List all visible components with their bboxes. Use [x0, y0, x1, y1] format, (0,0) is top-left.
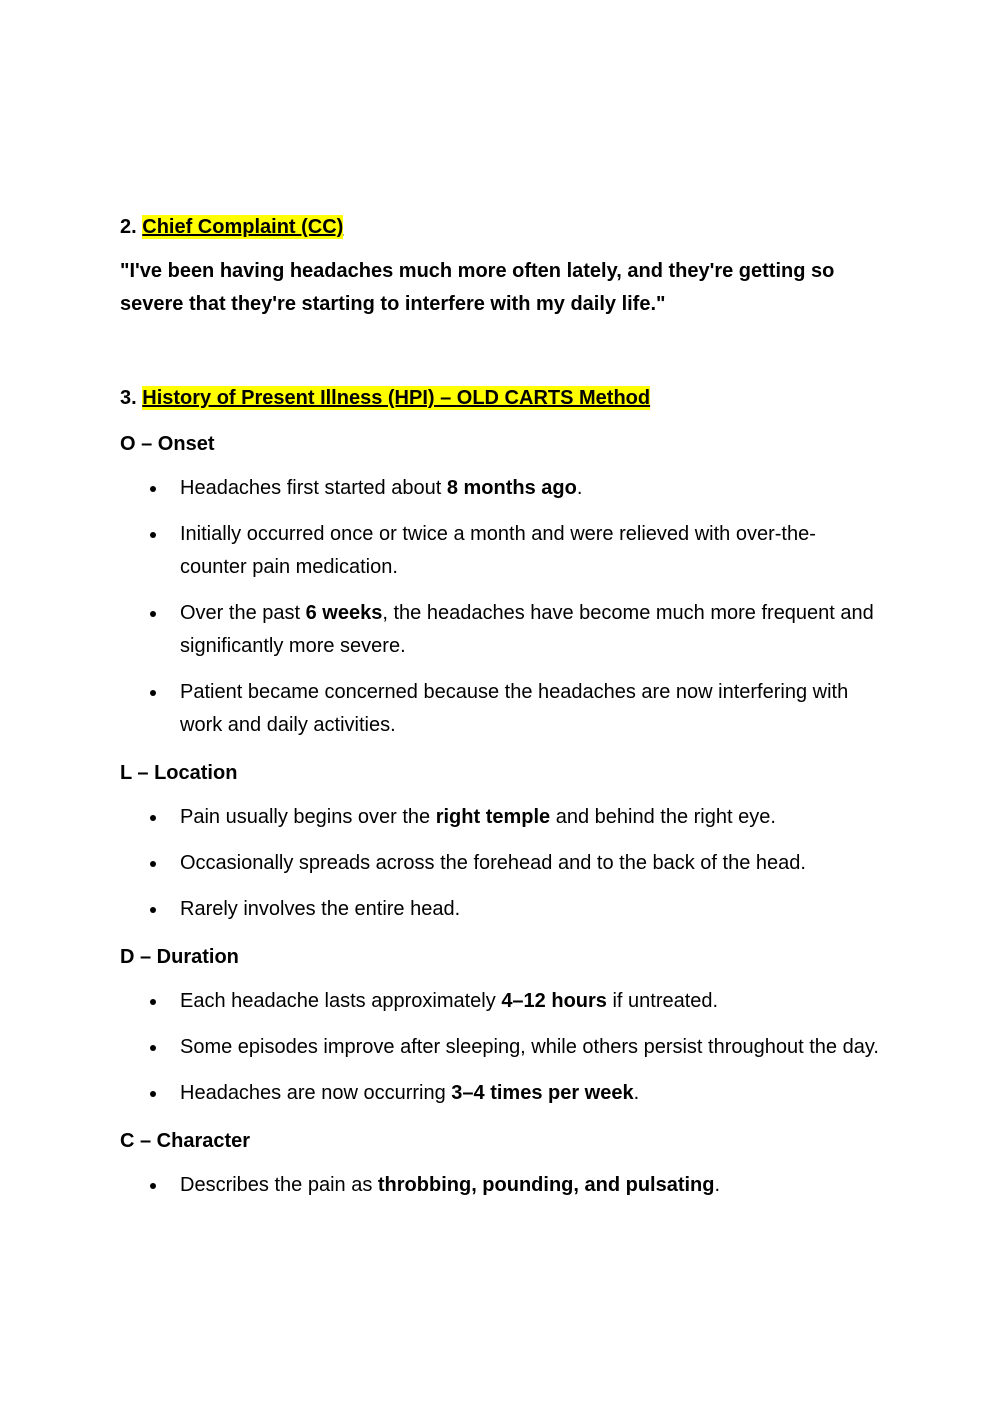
- list-item: [120, 472, 880, 505]
- document-content: [120, 212, 880, 1202]
- item-text: Headaches are now occurring: [180, 1082, 452, 1104]
- duration-list: [120, 985, 880, 1110]
- item-emphasis: 6 weeks: [305, 602, 383, 624]
- item-text-tail: .: [714, 1174, 721, 1196]
- item-text-tail: .: [576, 477, 583, 499]
- bullet-icon: [150, 815, 156, 821]
- bullet-icon: [150, 1045, 156, 1051]
- item-emphasis: 3–4 times per week: [451, 1082, 634, 1104]
- item-emphasis: 4–12 hours: [501, 990, 607, 1012]
- item-text: Describes the pain as: [180, 1174, 378, 1196]
- item-text: Over the past: [180, 602, 306, 624]
- location-list: [120, 801, 880, 926]
- section-title-highlight: Chief Complaint (CC): [142, 216, 344, 238]
- item-text-tail: , the headaches have become much more frequent and significantly more severe.: [180, 602, 874, 657]
- list-item: [120, 893, 880, 926]
- list-item: [120, 1077, 880, 1110]
- bullet-icon: [150, 861, 156, 867]
- bullet-icon: [150, 907, 156, 913]
- chief-complaint-quote: "I've been having headaches much more often lately, and they're getting so severe that they're starting to interfere with my daily life.": [120, 260, 835, 315]
- bullet-icon: [150, 532, 156, 538]
- item-text-tail: .: [633, 1082, 640, 1104]
- character-subheading: C – Character: [120, 1130, 251, 1152]
- bullet-icon: [150, 690, 156, 696]
- bullet-icon: [150, 999, 156, 1005]
- list-item: [120, 1031, 880, 1064]
- list-item: [120, 847, 880, 880]
- chief-complaint-heading: [120, 212, 880, 242]
- item-emphasis: right temple: [435, 806, 551, 828]
- item-text: Rarely involves the entire head.: [180, 898, 461, 920]
- section-spacer: [120, 321, 880, 383]
- item-emphasis: throbbing, pounding, and pulsating: [377, 1174, 715, 1196]
- bullet-icon: [150, 1091, 156, 1097]
- bullet-icon: [150, 486, 156, 492]
- item-emphasis: 8 months ago: [446, 477, 577, 499]
- item-text: Initially occurred once or twice a month and were relieved with over-the-counter pain medication.: [180, 523, 816, 578]
- onset-subheading: O – Onset: [120, 433, 215, 455]
- item-text-tail: and behind the right eye.: [550, 806, 776, 828]
- item-text-tail: if untreated.: [606, 990, 719, 1012]
- location-subheading: L – Location: [120, 762, 238, 784]
- hpi-heading: [120, 383, 880, 413]
- item-text: Patient became concerned because the headaches are now interfering with work and daily activities.: [180, 681, 849, 736]
- bullet-icon: [150, 611, 156, 617]
- list-item: [120, 985, 880, 1018]
- duration-subheading: D – Duration: [120, 946, 239, 968]
- list-item: [120, 518, 880, 584]
- section-title-highlight: History of Present Illness (HPI) – OLD CARTS Method: [142, 387, 651, 409]
- item-text: Some episodes improve after sleeping, while others persist throughout the day.: [180, 1036, 879, 1058]
- list-item: [120, 676, 880, 742]
- section-number: 2.: [120, 216, 137, 238]
- character-list: [120, 1169, 880, 1202]
- list-item: [120, 1169, 880, 1202]
- list-item: [120, 597, 880, 663]
- list-item: [120, 801, 880, 834]
- item-text: Headaches first started about: [180, 477, 447, 499]
- onset-list: [120, 472, 880, 742]
- bullet-icon: [150, 1183, 156, 1189]
- item-text: Pain usually begins over the: [180, 806, 436, 828]
- section-number: 3.: [120, 387, 137, 409]
- item-text: Each headache lasts approximately: [180, 990, 502, 1012]
- item-text: Occasionally spreads across the forehead and to the back of the head.: [180, 852, 806, 874]
